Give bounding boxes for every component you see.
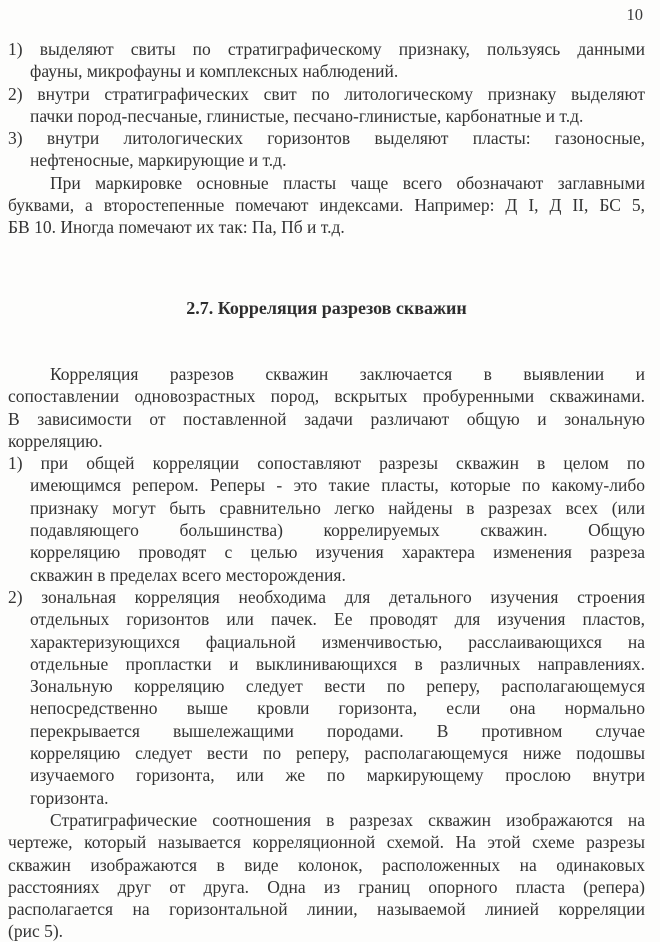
text-line: характеризующихся фациальной изменчивостью, расслаивающихся на xyxy=(30,631,645,652)
text-line: фауны, микрофауны и комплексных наблюдений. xyxy=(30,61,399,82)
text-line: БВ 10. Иногда помечают их так: Па, Пб и т.д. xyxy=(8,217,345,238)
text-line: 1) выделяют свиты по стратиграфическому признаку, пользуясь данными xyxy=(8,39,645,59)
text-line: 2) зональная корреляция необходима для детального изучения строения xyxy=(8,586,645,607)
text-line: (рис 5). xyxy=(8,921,64,942)
text-line: 2) внутри стратиграфических свит по литологическому признаку выделяют xyxy=(8,83,645,104)
text-line: сопоставлении одновозрастных пород, вскрытых пробуренными скважинами. xyxy=(8,386,645,407)
text-line: нефтеносные, маркирующие и т.д. xyxy=(30,150,287,171)
text-line: признаку могут быть сравнительно легко найдены в разрезах всех (или xyxy=(30,497,645,518)
text-line: горизонта. xyxy=(30,787,109,808)
text-line: Зональную корреляцию следует вести по реперу, располагающемуся xyxy=(30,676,645,697)
text-line: изучаемого горизонта, или же по маркирующему прослою внутри xyxy=(30,765,645,786)
text-line: Стратиграфические соотношения в разрезах скважин изображаются на xyxy=(50,809,645,830)
text-line: отдельных горизонтов или пачек. Ее проводят для изучения пластов, xyxy=(30,609,645,630)
text-line: корреляцию проводят с целью изучения характера изменения разреза xyxy=(30,542,645,563)
text-line: скважин изображаются в виде колонок, расположенных на одинаковых xyxy=(8,854,645,875)
text-line: При маркировке основные пласты чаще всего обозначают заглавными xyxy=(50,172,645,193)
text-line: корреляцию. xyxy=(8,430,103,451)
text-line: корреляцию следует вести по реперу, располагающемуся ниже подошвы xyxy=(30,743,645,764)
text-line: буквами, а второстепенные помечают индексами. Например: Д I, Д II, БС 5, xyxy=(8,195,645,216)
text-line: перекрывается вышележащими породами. В противном случае xyxy=(30,720,645,741)
text-line: чертеже, который называется корреляционной схемой. На этой схеме разрезы xyxy=(8,832,645,853)
text-line: Корреляция разрезов скважин заключается в выявлении и xyxy=(50,363,645,384)
text-line: пачки пород-песчаные, глинистые, песчано-глинистые, карбонатные и т.д. xyxy=(30,105,584,126)
text-line: имеющимся репером. Реперы - это такие пласты, которые по какому-либо xyxy=(30,475,645,496)
text-line: 3) внутри литологических горизонтов выделяют пласты: газоносные, xyxy=(8,128,645,149)
text-line: расстояниях друг от друга. Одна из границ опорного пласта (репера) xyxy=(8,876,645,897)
page-text xyxy=(8,38,645,942)
text-line: подавляющего большинства) коррелируемых скважин. Общую xyxy=(30,520,645,541)
text-line: непосредственно выше кровли горизонта, если она нормально xyxy=(30,698,645,719)
page-number: 10 xyxy=(626,5,643,24)
text-line: располагается на горизонтальной линии, называемой линией корреляции xyxy=(8,899,645,920)
text-line: 1) при общей корреляции сопоставляют разрезы скважин в целом по xyxy=(8,453,645,474)
text-line: скважин в пределах всего месторождения. xyxy=(30,564,346,585)
text-line: отдельные пропластки и выклинивающихся в различных направлениях. xyxy=(30,653,645,674)
section-heading: 2.7. Корреляция разрезов скважин xyxy=(186,297,467,318)
text-line: В зависимости от поставленной задачи различают общую и зональную xyxy=(8,408,645,429)
